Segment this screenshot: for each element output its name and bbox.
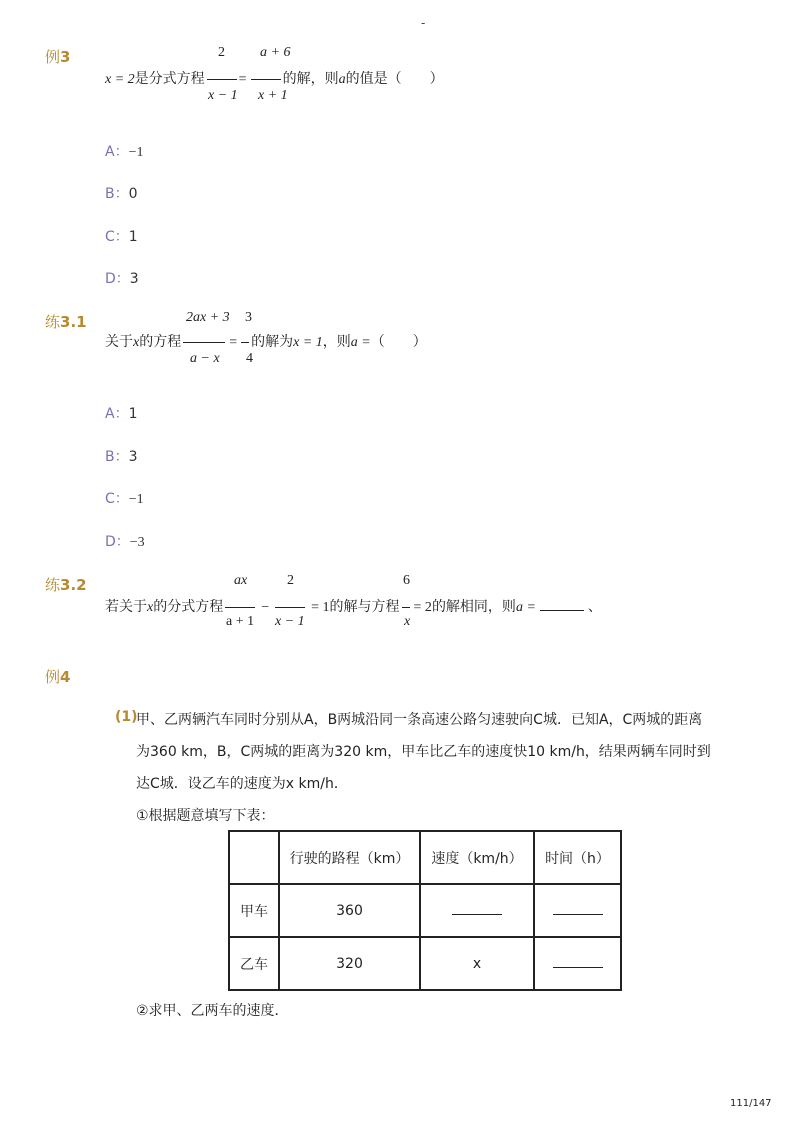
- ex4-subquestion-2: ②求甲、乙两车的速度．: [136, 1003, 289, 1019]
- p32-fraction-bar-1: [225, 607, 255, 608]
- table-row: [229, 884, 621, 937]
- ex3-frac1-num: 2: [218, 45, 225, 60]
- p32-fraction-bar-3: [402, 607, 410, 608]
- table-header-row: [229, 831, 621, 884]
- p32-frac2-num: 2: [287, 573, 294, 588]
- ex4-part-number: (1): [115, 709, 138, 725]
- ex3-fraction-bar-1: [207, 79, 237, 80]
- ex3-frac1-den: x − 1: [208, 88, 238, 103]
- ex4-table: [228, 830, 622, 991]
- p32-fraction-bar-2: [275, 607, 305, 608]
- table-cell-distance: 320: [279, 937, 420, 990]
- ex4-line-2: 为360 km，B，C两城的距离为320 km，甲车比乙车的速度快10 km/h，结果两辆车同时到: [136, 744, 711, 760]
- answer-blank[interactable]: [553, 967, 603, 968]
- p31-fraction-bar-1: [183, 342, 225, 343]
- table-cell-speed[interactable]: [420, 884, 534, 937]
- table-row: [229, 937, 621, 990]
- p32-answer-blank[interactable]: [540, 610, 584, 611]
- table-header-cell: 行驶的路程（km）: [279, 831, 420, 884]
- answer-blank[interactable]: [553, 914, 603, 915]
- ex3-label: 例3: [45, 48, 71, 66]
- ex3-option-a[interactable]: A：−1: [105, 144, 144, 160]
- ex3-option-d[interactable]: D：3: [105, 271, 139, 287]
- page-number: 111/147: [730, 1098, 772, 1109]
- p31-frac2-num: 3: [245, 310, 252, 325]
- ex3-frac2-den: x + 1: [258, 88, 288, 103]
- ex3-option-c[interactable]: C：1: [105, 229, 138, 245]
- table-cell-vehicle: 甲车: [229, 884, 279, 937]
- table-header-cell: 时间（h）: [534, 831, 621, 884]
- ex3-fraction-bar-2: [251, 79, 281, 80]
- table-cell-vehicle: 乙车: [229, 937, 279, 990]
- p32-frac3-den: x: [404, 614, 411, 629]
- p31-label: 练3.1: [45, 313, 87, 331]
- p31-option-a[interactable]: A：1: [105, 406, 138, 422]
- table-header-cell: 速度（km/h）: [420, 831, 534, 884]
- ex3-frac2-num: a + 6: [260, 45, 291, 60]
- table-cell-time[interactable]: [534, 937, 621, 990]
- p32-frac3-num: 6: [403, 573, 410, 588]
- ex4-subquestion-1: ①根据题意填写下表：: [136, 808, 275, 824]
- p32-stem: 若关于x的分式方程 − = 1的解与方程 = 2的解相同，则a = 、: [105, 599, 602, 615]
- table-cell-time[interactable]: [534, 884, 621, 937]
- table-header-cell: [229, 831, 279, 884]
- table-cell-distance: 360: [279, 884, 420, 937]
- p31-stem: 关于x的方程 = 的解为x = 1，则a =（ ）: [105, 334, 427, 350]
- p31-frac1-num: 2ax + 3: [186, 310, 230, 325]
- p31-fraction-bar-2: [241, 342, 249, 343]
- p32-frac1-den: a + 1: [226, 614, 255, 629]
- table-cell-speed: x: [420, 937, 534, 990]
- ex3-option-b[interactable]: B：0: [105, 186, 138, 202]
- p31-frac2-den: 4: [246, 351, 253, 366]
- p32-frac2-den: x − 1: [275, 614, 305, 629]
- p32-label: 练3.2: [45, 576, 87, 594]
- ex4-line-1: 甲、乙两辆汽车同时分别从A，B两城沿同一条高速公路匀速驶向C城．已知A，C两城的距离: [136, 712, 703, 728]
- p32-frac1-num: ax: [234, 573, 248, 588]
- ex4-label: 例4: [45, 668, 71, 686]
- answer-blank[interactable]: [452, 914, 502, 915]
- p31-option-d[interactable]: D：−3: [105, 534, 145, 550]
- ex4-line-3: 达C城．设乙车的速度为x km/h．: [136, 776, 348, 792]
- p31-option-c[interactable]: C：−1: [105, 491, 144, 507]
- p31-frac1-den: a − x: [190, 351, 220, 366]
- header-mark: -: [421, 16, 426, 30]
- ex3-stem: x = 2是分式方程 = 的解，则a的值是（ ）: [105, 71, 444, 87]
- p31-option-b[interactable]: B：3: [105, 449, 138, 465]
